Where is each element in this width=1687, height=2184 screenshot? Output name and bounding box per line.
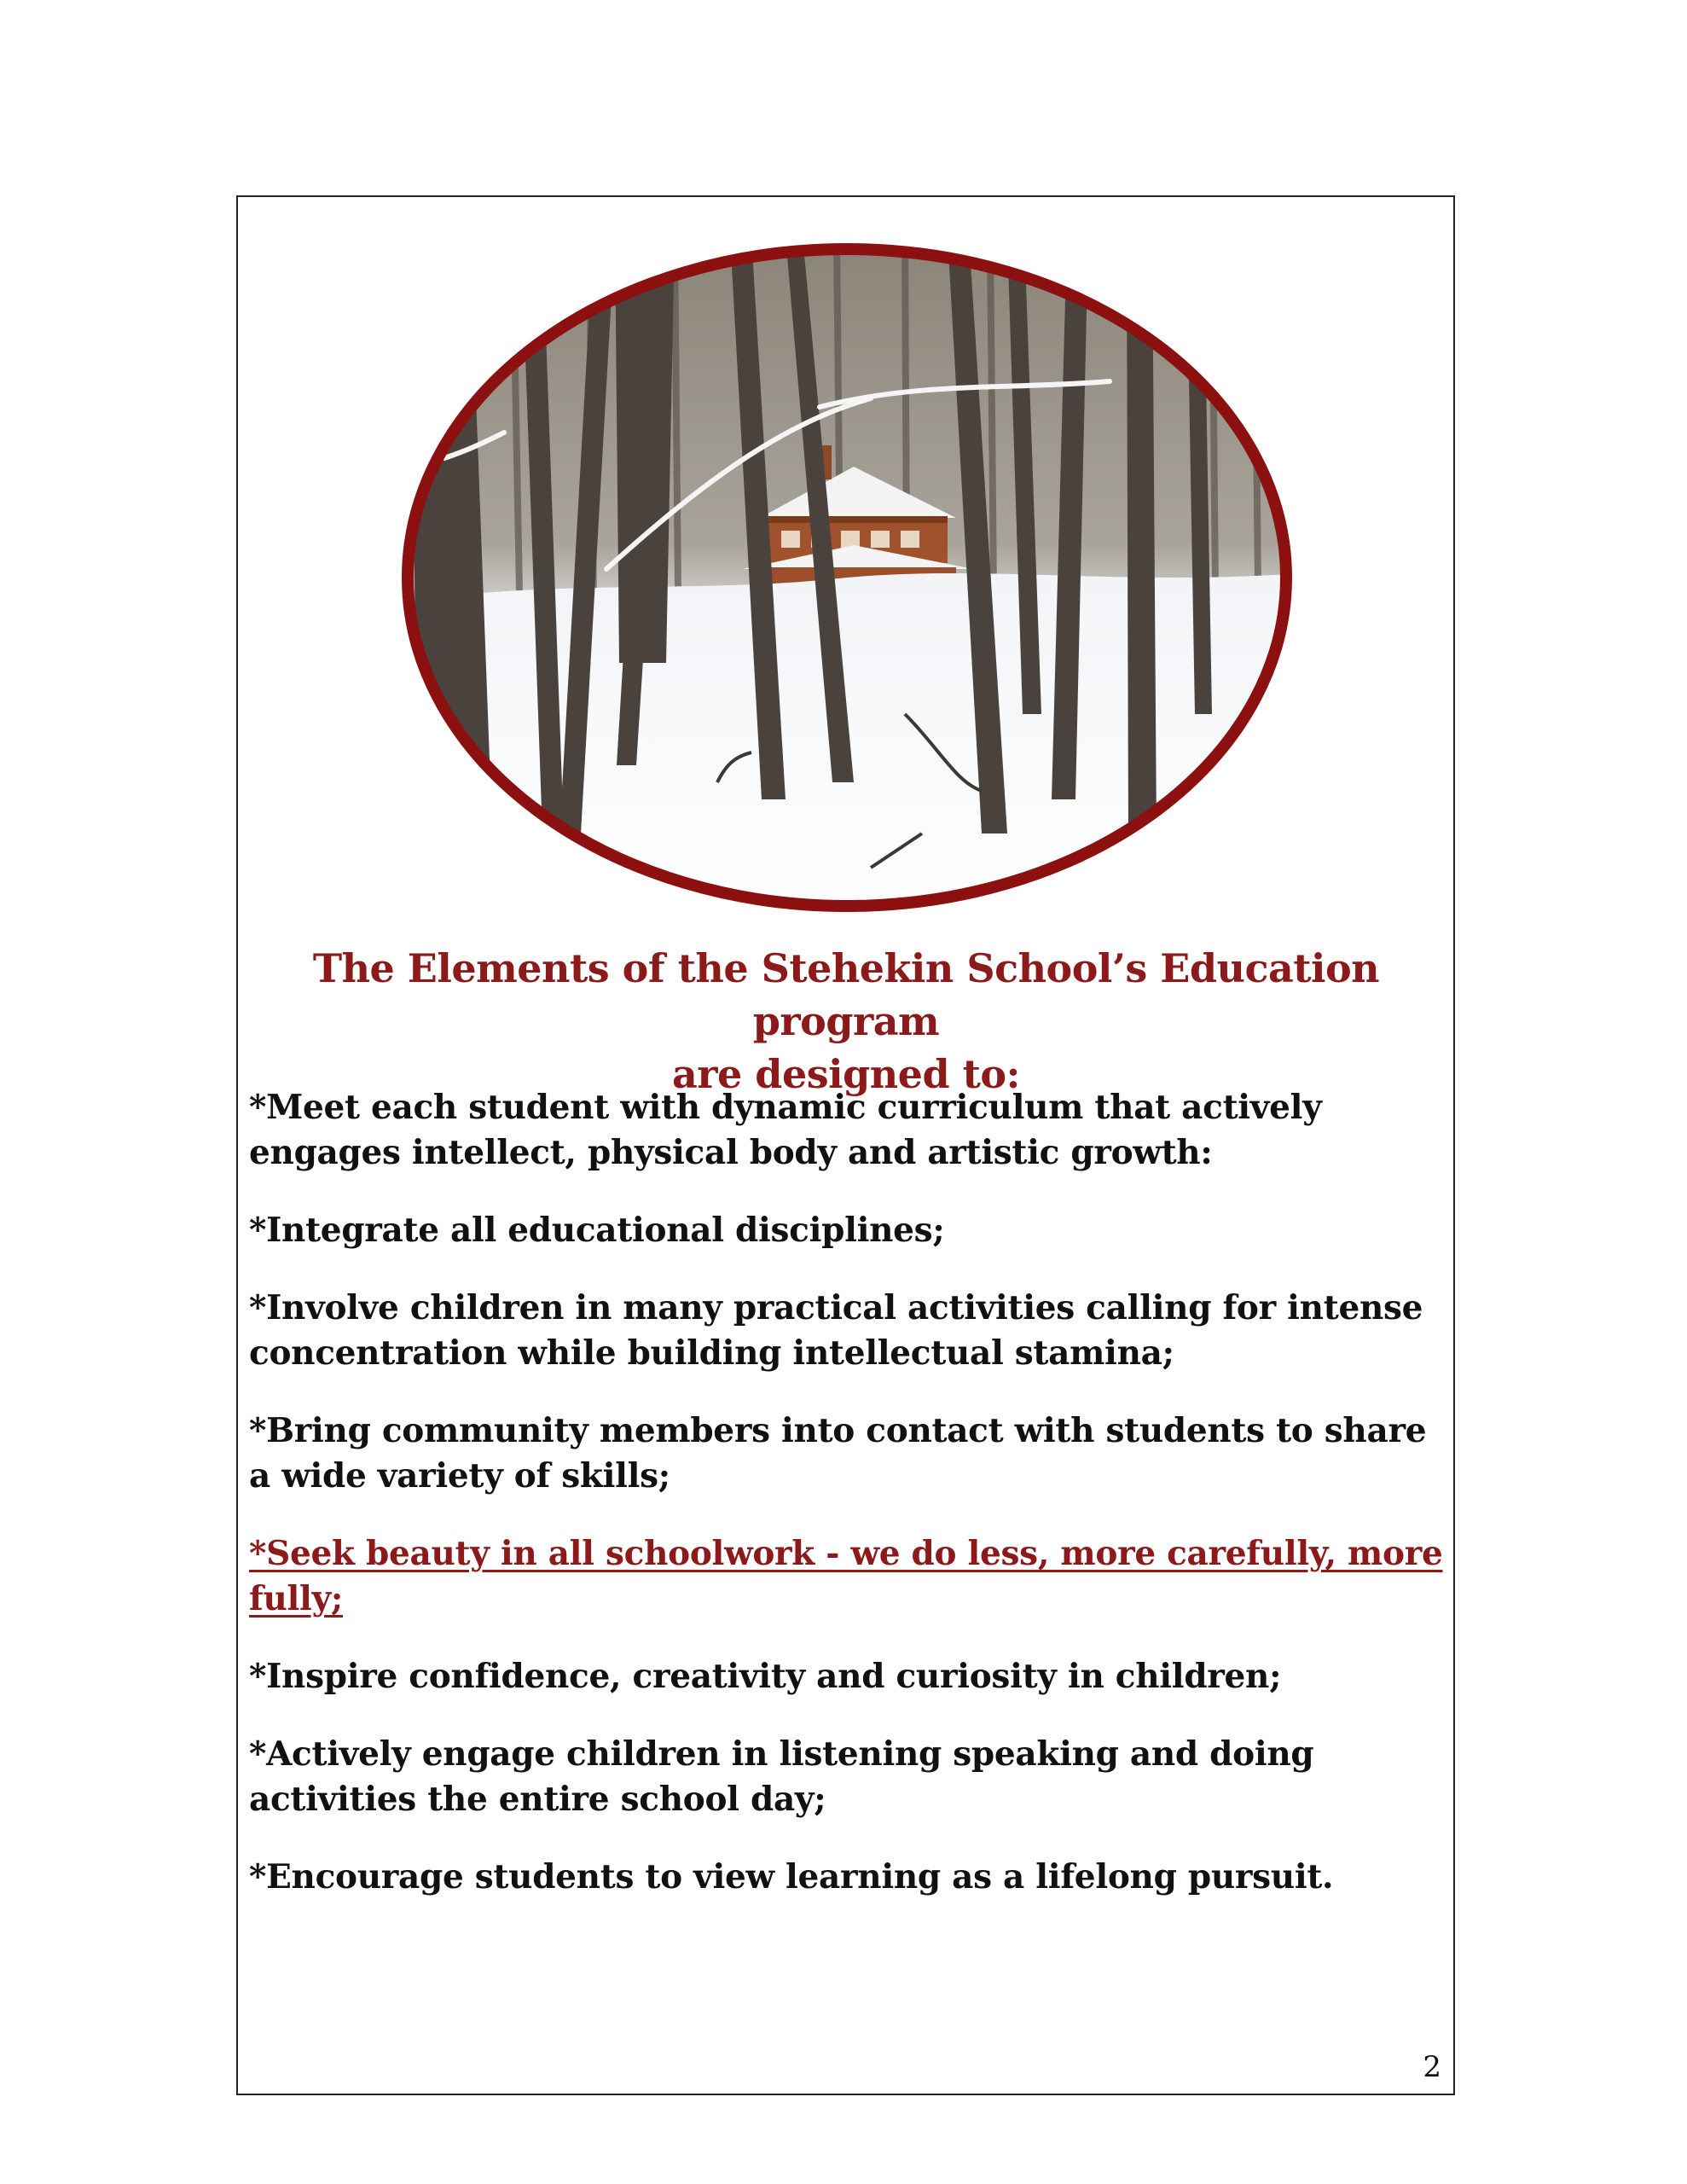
list-item: *Bring community members into contact with students to share a wide variety of skills; xyxy=(249,1411,1427,1496)
list-item: *Meet each student with dynamic curriculum that actively engages intellect, physical body and artistic growth: xyxy=(249,1088,1322,1172)
heading-line-1: The Elements of the Stehekin School’s Education program xyxy=(312,945,1380,1044)
list-item: *Actively engage children in listening speaking and doing activities the entire school day; xyxy=(249,1734,1314,1819)
page-heading xyxy=(249,942,1443,1101)
list-item: *Integrate all educational disciplines; xyxy=(249,1211,945,1250)
heading-line-2: are designed to: xyxy=(671,1051,1021,1097)
list-item: *Involve children in many practical activities calling for intense concentration while building intellectual stamina; xyxy=(249,1288,1423,1373)
page-number: 2 xyxy=(1423,2050,1441,2084)
list-item: *Inspire confidence, creativity and curiosity in children; xyxy=(249,1657,1282,1696)
elements-list xyxy=(249,1085,1452,1932)
highlighted-list-item: *Seek beauty in all schoolwork - we do less, more carefully, more fully; xyxy=(249,1534,1443,1618)
list-item: *Encourage students to view learning as a lifelong pursuit. xyxy=(249,1857,1334,1896)
snowy-forest-photo xyxy=(393,236,1301,919)
oval-photo-frame xyxy=(393,236,1301,919)
